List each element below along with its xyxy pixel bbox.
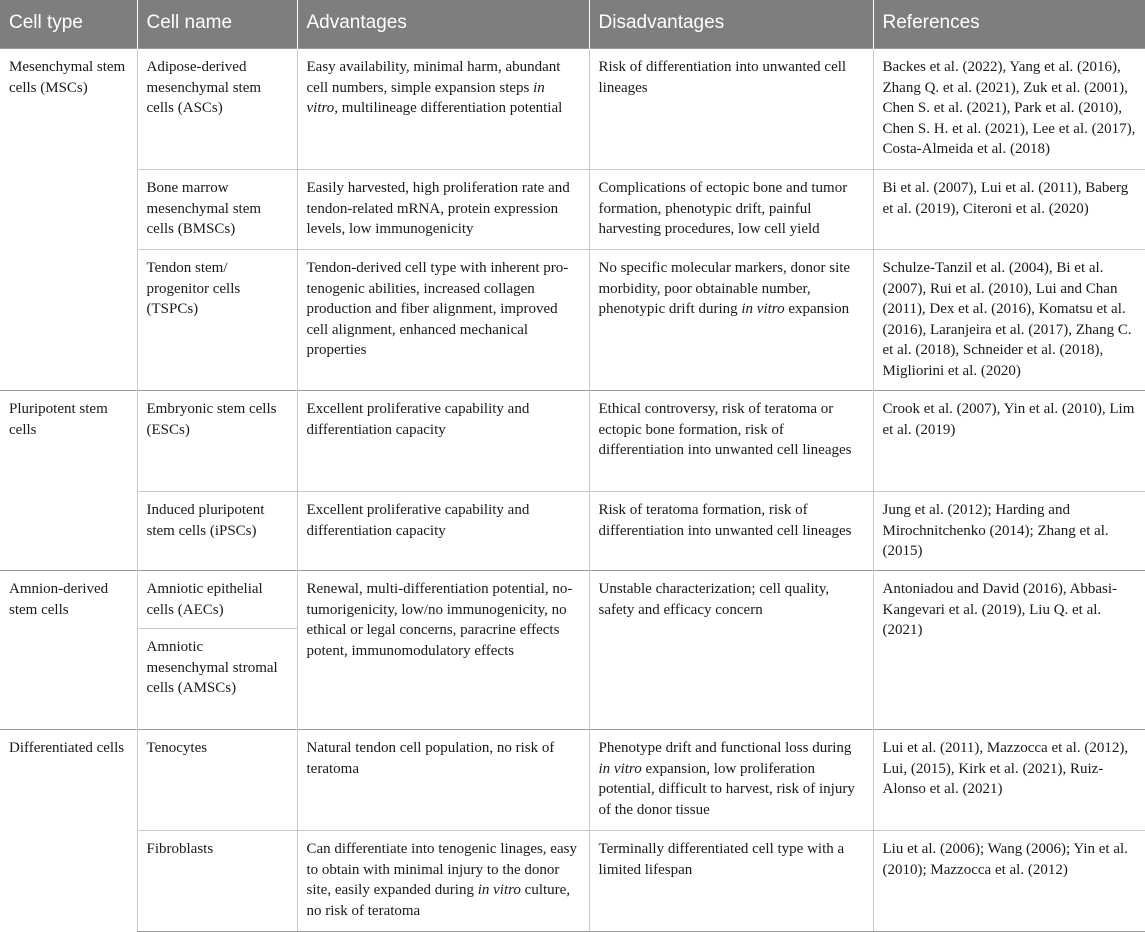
advantages-text: , multilineage differentiation potential (334, 100, 563, 116)
table-row (0, 250, 1145, 391)
disadvantages-text: No specific molecular markers, donor site morbidity, poor obtainable number, phenotypic drift during (598, 260, 851, 317)
table-row (0, 49, 1145, 170)
cell-type: Mesenchymal stem cells (MSCs) (0, 49, 137, 391)
advantages-text: Can differentiate into tenogenic linages, easy to obtain with minimal injury to the donor site, easily expanded during (306, 841, 577, 898)
table-row (0, 492, 1145, 571)
disadvantages-cell: Risk of differentiation into unwanted cell lineages (589, 49, 873, 170)
disadvantages-text: Phenotype drift and functional loss during (598, 740, 852, 756)
disadvantages-cell: Unstable characterization; cell quality, safety and efficacy concern (589, 571, 873, 730)
references-cell: Schulze-Tanzil et al. (2004), Bi et al. (2007), Rui et al. (2010), Lui and Chan (2011), Dex et al. (2016), Komatsu et al. (2016), Laranjeira et al. (2017), Zhang C. et al. (2018), Schneider et al. (2018), Migliorini et al. (2020) (873, 250, 1145, 391)
advantages-cell: Excellent proliferative capability and differentiation capacity (297, 492, 589, 571)
advantages-cell: Excellent proliferative capability and differentiation capacity (297, 391, 589, 492)
disadvantages-cell: Complications of ectopic bone and tumor formation, phenotypic drift, painful harvesting procedures, low cell yield (589, 170, 873, 250)
cell-name: Adipose-derived mesenchymal stem cells (ASCs) (137, 49, 297, 170)
header-disadvantages: Disadvantages (589, 0, 873, 49)
references-cell: Antoniadou and David (2016), Abbasi-Kangevari et al. (2019), Liu Q. et al. (2021) (873, 571, 1145, 730)
references-cell: Bi et al. (2007), Lui et al. (2011), Baberg et al. (2019), Citeroni et al. (2020) (873, 170, 1145, 250)
references-cell: Backes et al. (2022), Yang et al. (2016), Zhang Q. et al. (2021), Zuk et al. (2001), Chen S. et al. (2021), Park et al. (2010), Chen S. H. et al. (2021), Lee et al. (2017), Costa-Almeida et al. (2018) (873, 49, 1145, 170)
cell-type: Amnion-derived stem cells (0, 571, 137, 730)
cell-type: Pluripotent stem cells (0, 391, 137, 571)
table-row (0, 391, 1145, 492)
cell-name: Induced pluripotent stem cells (iPSCs) (137, 492, 297, 571)
advantages-text: culture, no risk of teratoma (306, 882, 571, 919)
disadvantages-cell: Ethical controversy, risk of teratoma or ectopic bone formation, risk of differentiation into unwanted cell lineages (589, 391, 873, 492)
advantages-cell: Easily harvested, high proliferation rate and tendon-related mRNA, protein expression levels, low immunogenicity (297, 170, 589, 250)
cell-name: Bone marrow mesenchymal stem cells (BMSCs) (137, 170, 297, 250)
header-references: References (873, 0, 1145, 49)
advantages-cell: Tendon-derived cell type with inherent pro-tenogenic abilities, increased collagen production and fiber alignment, improved cell alignment, enhanced mechanical properties (297, 250, 589, 391)
disadvantages-italic: in vitro (598, 760, 642, 777)
advantages-italic: in vitro (306, 79, 545, 116)
advantages-italic: in vitro (477, 882, 521, 898)
table-row (0, 730, 1145, 831)
cell-name: Amniotic mesenchymal stromal cells (AMSCs) (137, 629, 297, 730)
references-cell: Liu et al. (2006); Wang (2006); Yin et al. (2010); Mazzocca et al. (2012) (873, 831, 1145, 932)
header-advantages: Advantages (297, 0, 589, 49)
advantages-cell (297, 831, 589, 932)
cell-type: Differentiated cells (0, 730, 137, 932)
references-cell: Crook et al. (2007), Yin et al. (2010), Lim et al. (2019) (873, 391, 1145, 492)
advantages-cell: Natural tendon cell population, no risk of teratoma (297, 730, 589, 831)
disadvantages-cell: Risk of teratoma formation, risk of differentiation into unwanted cell lineages (589, 492, 873, 571)
disadvantages-cell (589, 250, 873, 391)
disadvantages-cell: Terminally differentiated cell type with a limited lifespan (589, 831, 873, 932)
advantages-cell (297, 49, 589, 170)
table-row (0, 831, 1145, 932)
references-cell: Jung et al. (2012); Harding and Mirochnitchenko (2014); Zhang et al. (2015) (873, 492, 1145, 571)
cell-name: Embryonic stem cells (ESCs) (137, 391, 297, 492)
cell-name: Tendon stem/ progenitor cells (TSPCs) (137, 250, 297, 391)
advantages-text: Easy availability, minimal harm, abundant cell numbers, simple expansion steps (306, 59, 561, 96)
table-row (0, 170, 1145, 250)
disadvantages-text: expansion, low proliferation potential, difficult to harvest, risk of injury of the donor tissue (598, 760, 855, 818)
disadvantages-text: expansion (784, 301, 850, 317)
advantages-cell: Renewal, multi-differentiation potential, no-tumorigenicity, low/no immunogenicity, no ethical or legal concerns, paracrine effects potent, immunomodulatory effects (297, 571, 589, 730)
cell-name: Fibroblasts (137, 831, 297, 932)
cell-name: Amniotic epithelial cells (AECs) (137, 571, 297, 629)
table-row (0, 571, 1145, 629)
disadvantages-cell (589, 730, 873, 831)
header-cell-type: Cell type (0, 0, 137, 49)
header-cell-name: Cell name (137, 0, 297, 49)
cell-name: Tenocytes (137, 730, 297, 831)
header-row (0, 0, 1145, 49)
disadvantages-italic: in vitro (741, 301, 785, 317)
references-cell: Lui et al. (2011), Mazzocca et al. (2012), Lui, (2015), Kirk et al. (2021), Ruiz-Alonso et al. (2021) (873, 730, 1145, 831)
